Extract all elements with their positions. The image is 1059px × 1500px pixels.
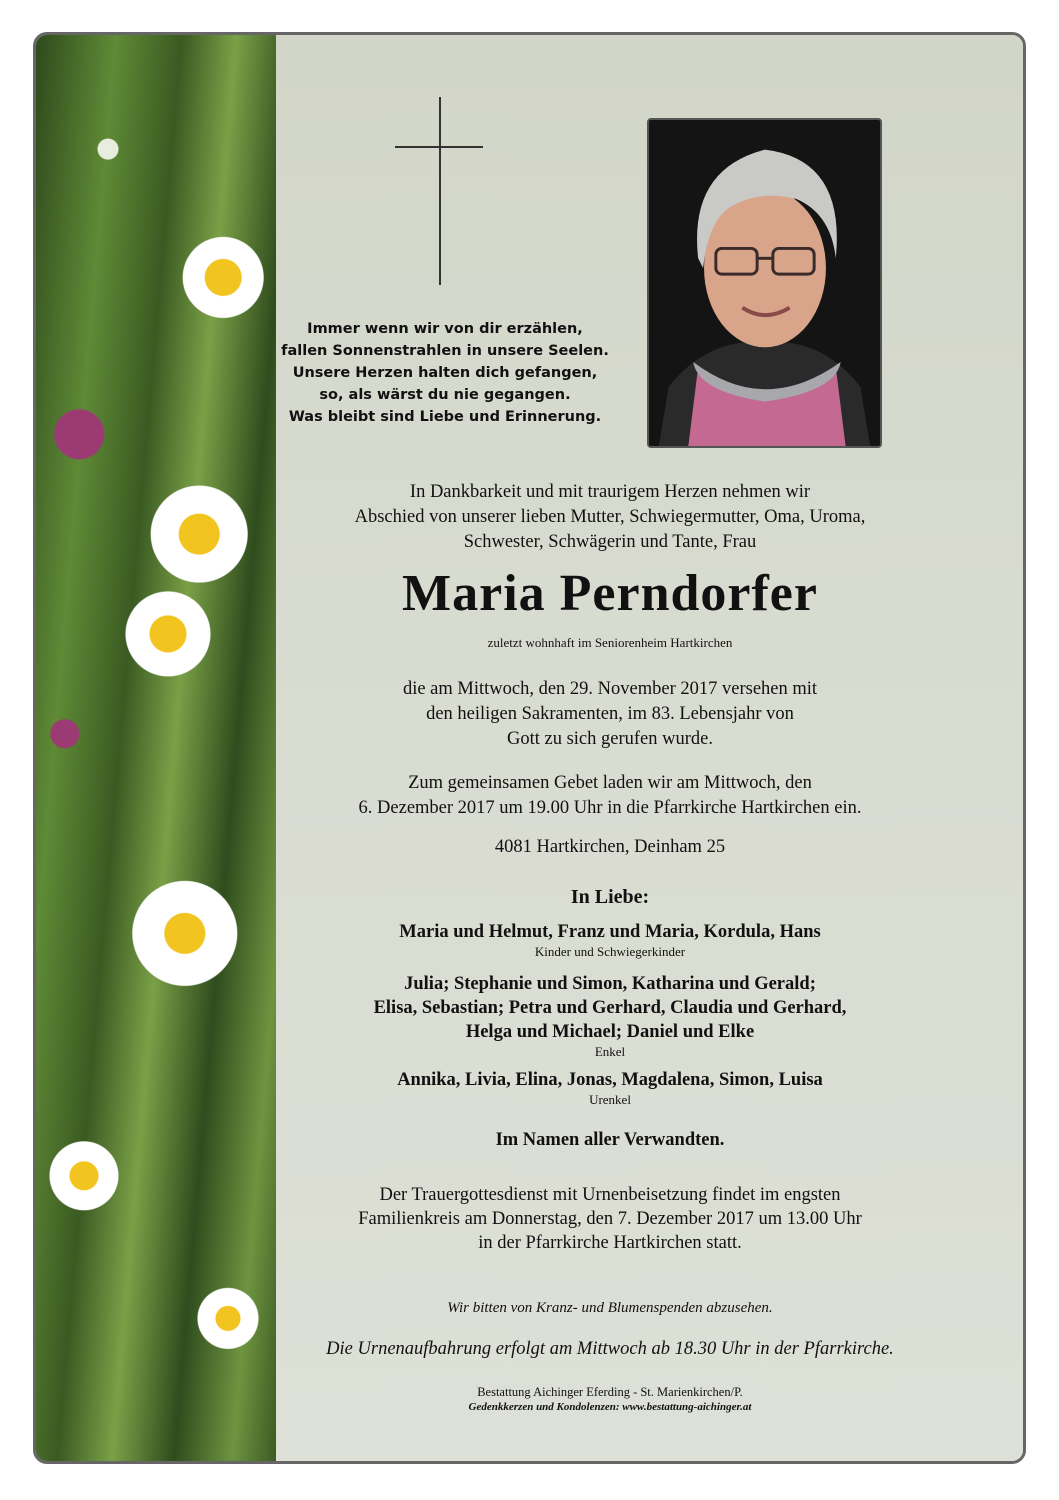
portrait-illustration [649,120,880,446]
poem-line: Immer wenn wir von dir erzählen, [307,321,583,337]
family-role: Urenkel [589,1092,631,1107]
portrait-photo [647,118,882,448]
service-line: in der Pfarrkirche Hartkirchen statt. [478,1233,742,1253]
poem-line: Unsere Herzen halten dich gefangen, [292,365,598,381]
intro-text [260,480,960,555]
in-liebe-heading: In Liebe: [570,886,650,908]
undertaker-name: Bestattung Aichinger Eferding - St. Marienkirchen/P. [477,1385,743,1399]
poem-line: so, als wärst du nie gegangen. [319,387,571,403]
poem-line: fallen Sonnenstrahlen in unsere Seelen. [281,343,609,359]
family-names: Annika, Livia, Elina, Jonas, Magdalena, Simon, Luisa [397,1070,823,1090]
service-line: Familienkreis am Donnerstag, den 7. Dezember 2017 um 13.00 Uhr [358,1209,862,1229]
poem-line: Was bleibt sind Liebe und Erinnerung. [288,409,602,425]
family-address: 4081 Hartkirchen, Deinham 25 [494,837,726,857]
deceased-residence: zuletzt wohnhaft im Seniorenheim Hartkirchen [487,635,733,650]
family-role: Kinder und Schwiegerkinder [534,944,686,959]
family-names: Helga und Michael; Daniel und Elke [465,1022,755,1042]
memorial-poem [270,318,620,428]
family-names: Elisa, Sebastian; Petra und Gerhard, Claudia und Gerhard, [373,998,847,1018]
flowers-note: Wir bitten von Kranz- und Blumenspenden abzusehen. [447,1300,773,1316]
prayer-line: Zum gemeinsamen Gebet laden wir am Mittwoch, den [408,773,812,793]
death-line: Gott zu sich gerufen wurde. [506,729,713,749]
prayer-line: 6. Dezember 2017 um 19.00 Uhr in die Pfarrkirche Hartkirchen ein. [358,798,862,818]
service-line: Der Trauergottesdienst mit Urnenbeisetzung findet im engsten [379,1185,841,1205]
intro-line: Schwester, Schwägerin und Tante, Frau [463,532,757,552]
closing-line: Im Namen aller Verwandten. [495,1130,725,1150]
condolence-website: Gedenkkerzen und Kondolenzen: www.bestattung-aichinger.at [468,1401,752,1413]
death-line: den heiligen Sakramenten, im 83. Lebensjahr von [426,704,794,724]
family-group-grandchildren [260,972,960,1060]
family-role: Enkel [594,1044,626,1059]
family-names: Maria und Helmut, Franz und Maria, Kordula, Hans [399,922,821,942]
prayer-invitation [260,771,960,821]
family-group-children [260,920,960,960]
intro-line: In Dankbarkeit und mit traurigem Herzen nehmen wir [409,482,811,502]
urn-viewing-note: Die Urnenaufbahrung erfolgt am Mittwoch ab 18.30 Uhr in der Pfarrkirche. [326,1339,894,1359]
deceased-name: Maria Perndorfer [402,565,818,622]
death-notice [260,677,960,752]
funeral-service-text [260,1183,960,1255]
family-names: Julia; Stephanie und Simon, Katharina und Gerald; [404,974,816,994]
family-group-great-grandchildren [260,1068,960,1108]
death-line: die am Mittwoch, den 29. November 2017 versehen mit [402,679,818,699]
flower-meadow-image [36,35,276,1461]
intro-line: Abschied von unserer lieben Mutter, Schwiegermutter, Oma, Uroma, [354,507,866,527]
